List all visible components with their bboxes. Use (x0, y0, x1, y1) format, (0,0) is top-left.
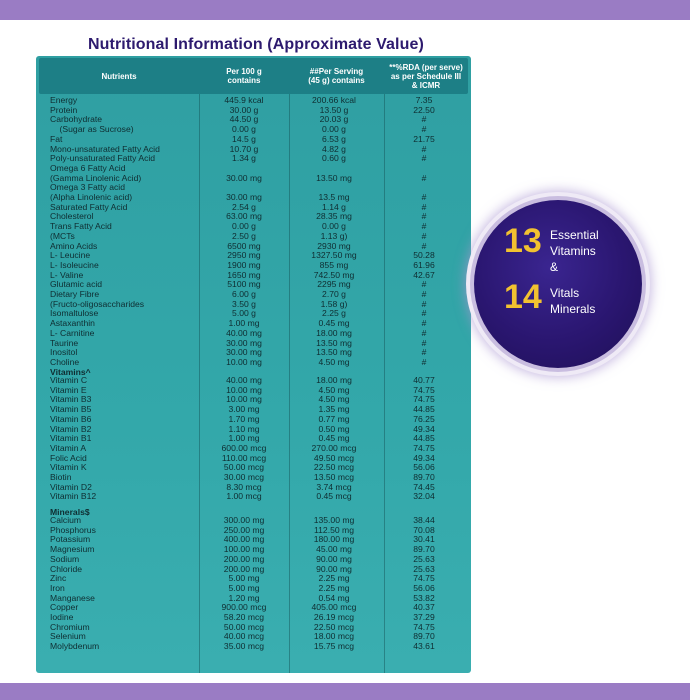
per-100g-value: 5.00 g (232, 308, 256, 319)
rda-value: 40.37 (413, 602, 435, 613)
per-100g-value: 30.00 mcg (223, 472, 265, 482)
per-100g-value: 50.00 mcg (223, 621, 265, 632)
nutrient-name: Vitamin B3 (50, 394, 92, 405)
nutrient-name: (Fructo-oligosaccharides (50, 298, 145, 309)
nutrient-name: Poly-unsaturated Fatty Acid (50, 153, 156, 164)
rda-value: # (421, 318, 427, 329)
rda-value: 40.77 (413, 375, 435, 385)
per-100g-value: 100.00 mg (223, 544, 265, 555)
nutrient-name: Amino Acids (50, 240, 98, 251)
per-100g-value: 50.00 mcg (223, 462, 265, 473)
per-100g-value: 1.00 mg (228, 318, 260, 329)
per-serving-value: 13.50 mg (316, 172, 352, 183)
per-serving-value: 13.50 g (319, 104, 349, 115)
bottom-band (0, 683, 690, 700)
rda-value: 37.29 (413, 612, 435, 622)
minerals-count: 14 (504, 278, 542, 316)
per-100g-value: 900.00 mcg (221, 602, 267, 613)
header-per-100g: Per 100 g contains (226, 67, 262, 85)
per-100g-value: 14.5 g (232, 133, 256, 144)
header-nutrients: Nutrients (101, 71, 137, 81)
per-100g-value: 30.00 mg (226, 337, 262, 348)
per-100g-value: 2950 mg (227, 250, 261, 261)
table-header (39, 58, 468, 94)
per-serving-value: 0.45 mcg (316, 491, 352, 502)
nutrient-name: Vitamin B6 (50, 413, 92, 424)
per-100g-value: 58.20 mcg (223, 612, 265, 622)
rda-value: # (421, 279, 427, 290)
per-serving-value: 1.35 mg (318, 404, 350, 415)
per-serving-value: 742.50 mg (313, 269, 355, 280)
rda-value: 74.75 (413, 621, 435, 632)
per-serving-value: 4.82 g (322, 143, 346, 154)
per-100g-value: 1.10 mg (228, 423, 260, 434)
minerals-line2: Minerals (550, 302, 596, 316)
nutrient-name: Cholesterol (50, 211, 94, 222)
per-100g-value: 5100 mg (227, 279, 261, 290)
vitamins-count: 13 (504, 222, 542, 260)
per-serving-value: 90.00 mg (316, 553, 352, 564)
rda-value: # (421, 201, 427, 212)
nutrient-name: Potassium (50, 534, 91, 545)
per-serving-value: 90.00 mg (316, 563, 352, 574)
per-serving-value: 855 mg (319, 259, 349, 270)
per-serving-value: 0.45 mg (318, 433, 350, 444)
rda-value: # (421, 298, 427, 309)
nutrient-name: L- Isoleucine (50, 259, 99, 270)
per-serving-value: 6.53 g (322, 133, 346, 144)
rda-value: 74.75 (413, 442, 435, 453)
per-100g-value: 1900 mg (227, 259, 261, 270)
per-serving-value: 2.25 mg (318, 582, 350, 593)
per-serving-value: 22.50 mcg (313, 621, 355, 632)
rda-value: 21.75 (413, 133, 435, 144)
rda-value: 49.34 (413, 423, 435, 434)
nutrient-name: Sodium (50, 553, 80, 564)
per-100g-value: 1.00 mcg (226, 491, 262, 502)
page-title: Nutritional Information (Approximate Value) (88, 36, 424, 53)
rda-value: 74.75 (413, 394, 435, 405)
per-100g-value: 1.70 mg (228, 413, 260, 424)
nutrient-name: Vitamin C (50, 375, 88, 385)
nutrient-name: Dietary Fibre (50, 289, 100, 299)
rda-value: 89.70 (413, 472, 435, 482)
per-100g-value: 200.00 mg (223, 553, 265, 564)
per-serving-value: 200.66 kcal (312, 95, 356, 105)
rda-value: # (421, 230, 427, 241)
per-100g-value: 200.00 mg (223, 563, 265, 574)
per-serving-value: 20.03 g (319, 114, 349, 125)
per-serving-value: 0.50 mg (318, 423, 350, 434)
per-serving-value: 13.50 mcg (313, 472, 355, 482)
per-serving-value: 2295 mg (317, 279, 351, 290)
nutrient-name: Inositol (50, 347, 78, 358)
nutrient-name: Vitamin E (50, 384, 87, 395)
nutrient-name: Taurine (50, 337, 79, 348)
nutrient-name: L- Leucine (50, 250, 91, 261)
nutrient-name: Vitamin B1 (50, 433, 92, 444)
rda-value: # (421, 289, 427, 299)
per-100g-value: 110.00 mcg (221, 452, 267, 463)
rda-value: 25.63 (413, 553, 435, 564)
per-serving-value: 4.50 mg (318, 356, 350, 367)
nutrient-name: (Alpha Linolenic acid) (50, 192, 133, 202)
per-100g-value: 63.00 mg (226, 211, 262, 222)
rda-value: 30.41 (413, 534, 435, 545)
per-100g-value: 3.00 mg (228, 404, 260, 415)
per-100g-value: 35.00 mcg (223, 641, 265, 652)
rda-value: 56.06 (413, 582, 435, 593)
nutrient-name: Selenium (50, 631, 86, 642)
per-100g-value: 250.00 mg (223, 524, 265, 535)
rda-value: # (421, 124, 427, 135)
nutrient-name: Vitamin D2 (50, 481, 92, 492)
rda-value: 50.28 (413, 250, 435, 261)
per-serving-value: 2.70 g (322, 289, 346, 299)
rda-value: # (421, 114, 427, 125)
rda-value: # (421, 172, 427, 183)
rda-value: # (421, 347, 427, 358)
rda-value: # (421, 327, 427, 338)
header-rda: **%RDA (per serve) as per Schedule III & ICMR (389, 62, 463, 90)
per-100g-value: 40.00 mg (226, 327, 262, 338)
nutrient-name: Copper (50, 602, 79, 613)
per-100g-value: 30.00 g (229, 104, 259, 115)
rda-value: 74.75 (413, 573, 435, 584)
rda-value: 44.85 (413, 404, 435, 415)
nutrient-name: Chromium (50, 621, 90, 632)
rda-value: 49.34 (413, 452, 435, 463)
rda-value: # (421, 211, 427, 222)
per-100g-value: 30.00 mg (226, 347, 262, 358)
nutrient-name: Iron (50, 582, 65, 593)
per-serving-value: 3.74 mcg (316, 481, 352, 492)
rda-value: 56.06 (413, 462, 435, 473)
per-100g-value: 6.00 g (232, 289, 256, 299)
vitamins-line2: Vitamins (550, 244, 596, 258)
per-100g-value: 2.54 g (232, 201, 256, 212)
per-serving-value: 4.50 mg (318, 384, 350, 395)
ampersand: & (550, 260, 559, 274)
per-100g-value: 400.00 mg (223, 534, 265, 545)
per-100g-value: 1.00 mg (228, 433, 260, 444)
nutrient-name: Zinc (50, 573, 67, 584)
per-serving-value: 18.00 mg (316, 375, 352, 385)
per-serving-value: 1.13 g) (320, 230, 348, 241)
rda-value: 38.44 (413, 515, 435, 525)
nutrient-name: Trans Fatty Acid (50, 221, 112, 232)
per-100g-value: 30.00 mg (226, 172, 262, 183)
rda-value: 74.45 (413, 481, 435, 492)
nutrient-name: Chloride (50, 563, 83, 574)
nutrient-name: Energy (50, 95, 78, 105)
nutrient-name: Vitamin K (50, 462, 87, 473)
per-100g-value: 10.70 g (229, 143, 259, 154)
per-serving-value: 49.50 mcg (313, 452, 355, 463)
per-100g-value: 300.00 mg (223, 515, 265, 525)
rda-value: 76.25 (413, 413, 435, 424)
per-100g-value: 1.34 g (232, 153, 256, 164)
rda-value: # (421, 240, 427, 251)
rda-value: # (421, 143, 427, 154)
per-serving-value: 1.14 g (322, 201, 346, 212)
per-100g-value: 30.00 mg (226, 192, 262, 202)
nutrient-name: Calcium (50, 515, 82, 525)
per-serving-value: 270.00 mcg (311, 442, 357, 453)
nutrient-name: Fat (50, 133, 63, 144)
rda-value: 61.96 (413, 259, 435, 270)
rda-value: 70.08 (413, 524, 435, 535)
per-100g-value: 0.00 g (232, 124, 256, 135)
header-per-serving: ##Per Serving (45 g) contains (308, 67, 365, 85)
nutrient-name: (Gamma Linolenic Acid) (50, 172, 142, 183)
rda-value: 22.50 (413, 104, 435, 115)
per-serving-value: 18.00 mcg (313, 631, 355, 642)
rda-value: 32.04 (413, 491, 435, 502)
vitamins-minerals-badge (474, 200, 642, 368)
per-serving-value: 2.25 g (322, 308, 346, 319)
per-serving-value: 2930 mg (317, 240, 351, 251)
rda-value: # (421, 153, 427, 164)
nutrient-name: Iodine (50, 612, 74, 622)
per-serving-value: 405.00 mcg (311, 602, 357, 613)
nutrient-name: Isomaltulose (50, 308, 99, 319)
rda-value: 43.61 (413, 641, 435, 652)
per-serving-value: 112.50 mg (314, 524, 354, 535)
nutrient-name: Protein (50, 104, 78, 115)
nutrient-name: Folic Acid (50, 452, 87, 463)
per-serving-value: 26.19 mcg (313, 612, 355, 622)
rda-value: 89.70 (413, 631, 435, 642)
per-100g-value: 10.00 mg (226, 394, 262, 405)
nutrient-name: Omega 6 Fatty Acid (50, 162, 126, 173)
nutrient-name: L- Valine (50, 269, 84, 280)
rda-value: 53.82 (413, 592, 435, 603)
top-band (0, 0, 690, 20)
per-serving-value: 1.58 g) (320, 298, 348, 309)
nutrient-name: Saturated Fatty Acid (50, 201, 128, 212)
per-100g-value: 600.00 mcg (221, 442, 267, 453)
rda-value: 7.35 (415, 95, 433, 105)
per-serving-value: 22.50 mcg (313, 462, 355, 473)
per-100g-value: 6500 mg (227, 240, 261, 251)
per-100g-value: 40.00 mcg (223, 631, 265, 642)
per-serving-value: 0.00 g (322, 221, 346, 232)
per-serving-value: 13.50 mg (316, 337, 352, 348)
nutrient-name: Phosphorus (50, 524, 96, 535)
per-serving-value: 135.00 mg (313, 515, 355, 525)
nutrient-name: Molybdenum (50, 641, 100, 652)
per-serving-value: 15.75 mcg (313, 641, 355, 652)
rda-value: 89.70 (413, 544, 435, 555)
rda-value: 42.67 (413, 269, 435, 280)
rda-value: # (421, 192, 427, 202)
nutrient-name: Vitamin B12 (50, 491, 97, 502)
rda-value: # (421, 337, 427, 348)
rda-value: # (421, 308, 427, 319)
per-serving-value: 28.35 mg (316, 211, 352, 222)
rda-value: 25.63 (413, 563, 435, 574)
per-100g-value: 5.00 mg (228, 573, 260, 584)
nutrient-name: Magnesium (50, 544, 95, 555)
per-100g-value: 8.30 mcg (226, 481, 262, 492)
per-serving-value: 0.00 g (322, 124, 346, 135)
per-serving-value: 45.00 mg (316, 544, 352, 555)
per-100g-value: 10.00 mg (226, 384, 262, 395)
minerals-line1: Vitals (550, 286, 580, 300)
per-100g-value: 2.50 g (232, 230, 256, 241)
per-100g-value: 445.9 kcal (224, 95, 264, 105)
nutrient-name: Omega 3 Fatty acid (50, 182, 125, 193)
per-100g-value: 40.00 mg (226, 375, 262, 385)
rda-value: 74.75 (413, 384, 435, 395)
per-serving-value: 0.54 mg (318, 592, 350, 603)
per-100g-value: 0.00 g (232, 221, 256, 232)
nutrient-name: Carbohydrate (50, 114, 103, 125)
nutrient-name: Manganese (50, 592, 95, 603)
per-serving-value: 13.50 mg (316, 347, 352, 358)
per-100g-value: 1.20 mg (228, 592, 260, 603)
per-serving-value: 0.77 mg (318, 413, 350, 424)
per-serving-value: 18.00 mg (316, 327, 352, 338)
nutrient-name: Biotin (50, 472, 72, 482)
vitamins-line1: Essential (550, 228, 599, 242)
per-100g-value: 3.50 g (232, 298, 256, 309)
per-serving-value: 0.60 g (322, 153, 346, 164)
per-serving-value: 180.00 mg (313, 534, 355, 545)
nutrient-name: Vitamin B5 (50, 404, 92, 415)
minerals-heading: Minerals$ (50, 507, 90, 517)
per-serving-value: 13.5 mg (318, 192, 350, 202)
nutrient-name: Vitamin A (50, 442, 87, 453)
per-100g-value: 10.00 mg (226, 356, 262, 367)
nutrient-name: Mono-unsaturated Fatty Acid (50, 143, 160, 154)
nutrient-name: (MCTs (50, 230, 75, 241)
per-serving-value: 0.45 mg (318, 318, 350, 329)
per-100g-value: 44.50 g (229, 114, 259, 125)
vitamins-heading: Vitamins^ (50, 367, 91, 377)
nutrient-name: Glutamic acid (50, 279, 103, 290)
rda-value: # (421, 356, 427, 367)
nutrient-name: Vitamin B2 (50, 423, 92, 434)
per-serving-value: 4.50 mg (318, 394, 350, 405)
per-100g-value: 1650 mg (227, 269, 261, 280)
nutrient-name: L- Carnitine (50, 327, 95, 338)
nutrient-name: Choline (50, 356, 80, 367)
per-serving-value: 2.25 mg (318, 573, 350, 584)
nutrient-name: (Sugar as Sucrose) (50, 124, 134, 135)
per-100g-value: 5.00 mg (228, 582, 260, 593)
rda-value: # (421, 221, 427, 232)
per-serving-value: 1327.50 mg (311, 250, 357, 261)
nutrient-name: Astaxanthin (50, 318, 95, 329)
rda-value: 44.85 (413, 433, 435, 444)
